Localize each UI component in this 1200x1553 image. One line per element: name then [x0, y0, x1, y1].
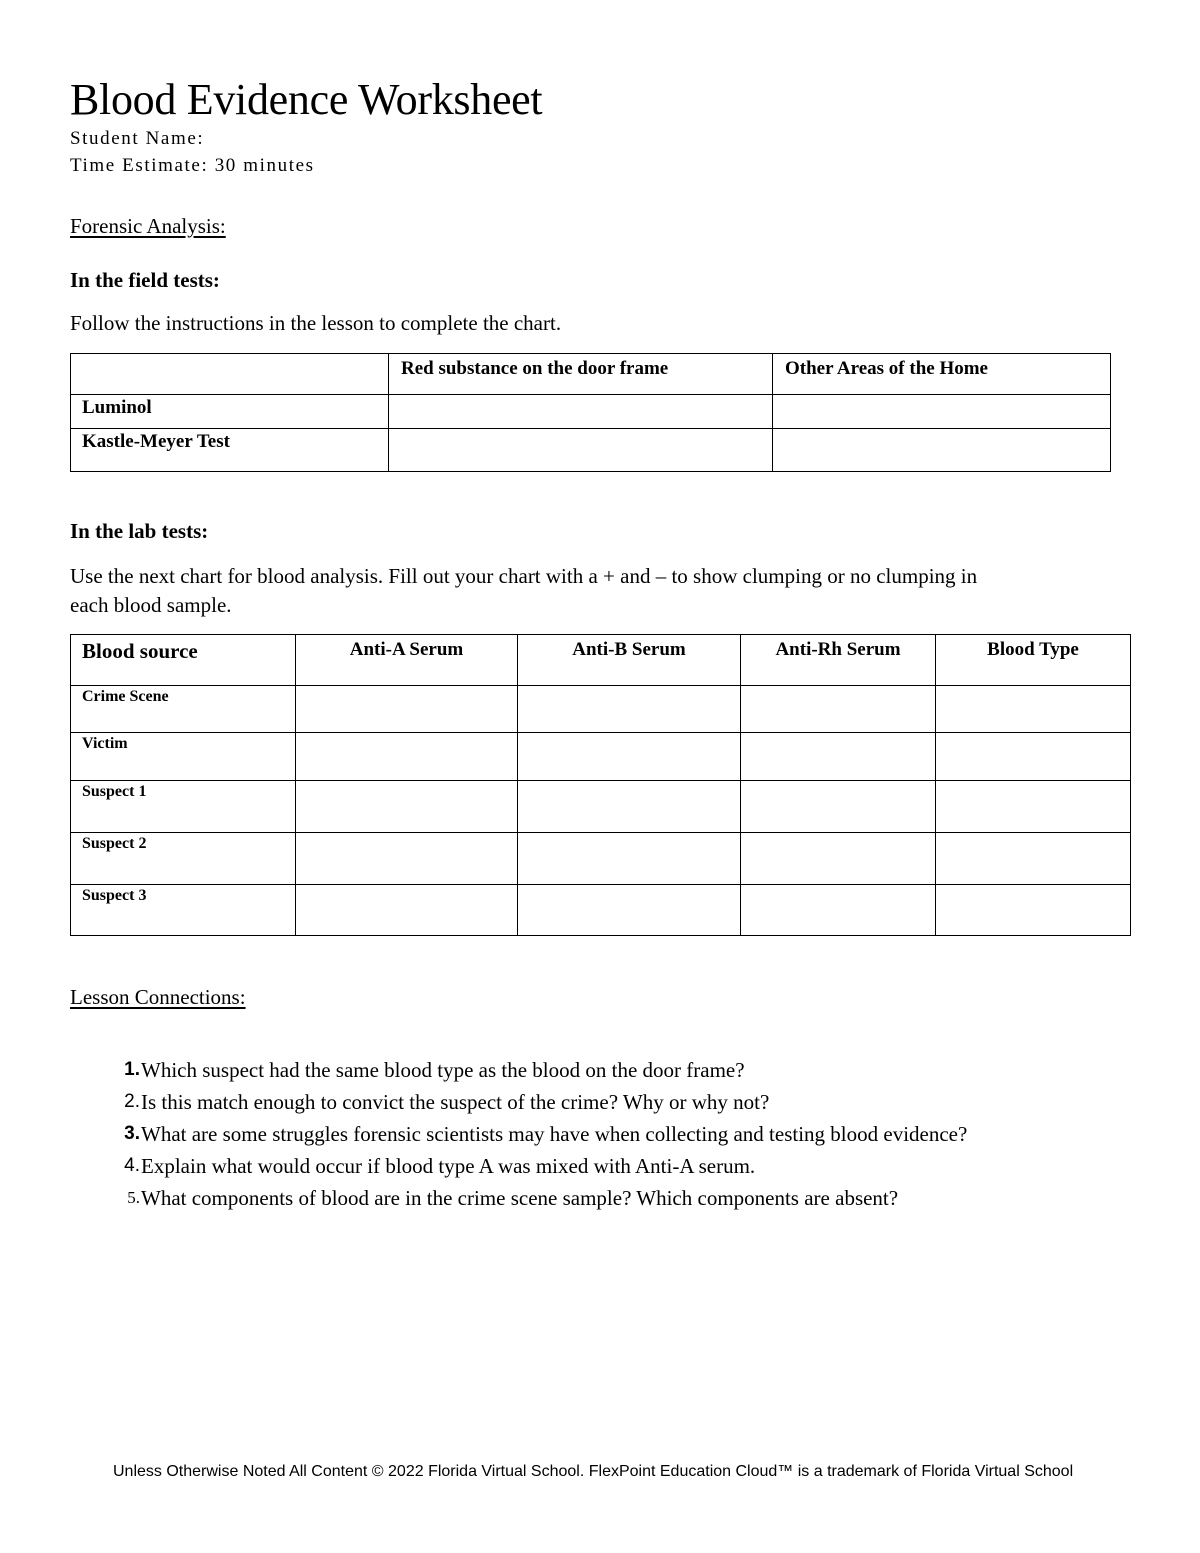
field-table-cell[interactable]: [389, 429, 773, 472]
lab-table-cell[interactable]: [296, 781, 518, 833]
lab-table-row-label: Crime Scene: [71, 686, 296, 733]
field-table-row: [71, 429, 1111, 472]
question-text: Is this match enough to convict the suspect of the crime? Why or why not?: [141, 1090, 770, 1114]
list-item: [100, 1118, 967, 1150]
lab-table-row: [71, 686, 1131, 733]
question-text: Which suspect had the same blood type as the blood on the door frame?: [141, 1058, 745, 1082]
field-tests-heading: In the field tests:: [70, 268, 220, 292]
lab-table-cell[interactable]: [741, 885, 936, 936]
question-text: Explain what would occur if blood type A was mixed with Anti-A serum.: [141, 1154, 756, 1178]
lab-table-header-row: [71, 635, 1131, 686]
list-item: [100, 1150, 967, 1182]
lab-table-cell[interactable]: [936, 781, 1131, 833]
lesson-connections-heading: Lesson Connections:: [70, 985, 246, 1009]
lab-instructions-line2: each blood sample.: [70, 593, 232, 617]
field-table-row-label: Kastle-Meyer Test: [71, 429, 389, 472]
lab-table-header-blood-type: Blood Type: [936, 635, 1131, 686]
lab-table-header-anti-b: Anti-B Serum: [518, 635, 741, 686]
lab-tests-heading: In the lab tests:: [70, 519, 209, 543]
lab-table-header-anti-rh: Anti-Rh Serum: [741, 635, 936, 686]
question-number: 5.: [127, 1188, 140, 1207]
page-title: Blood Evidence Worksheet: [70, 75, 543, 124]
field-table-row: [71, 395, 1111, 429]
field-table-cell[interactable]: [773, 429, 1111, 472]
lab-table-cell[interactable]: [518, 686, 741, 733]
lab-table-row: [71, 733, 1131, 781]
lab-table-cell[interactable]: [741, 686, 936, 733]
list-item: [100, 1182, 967, 1214]
field-table-cell[interactable]: [389, 395, 773, 429]
lab-table-cell[interactable]: [741, 781, 936, 833]
field-table-row-label: Luminol: [71, 395, 389, 429]
lab-table-row: [71, 781, 1131, 833]
field-table-header-door-frame: Red substance on the door frame: [389, 354, 773, 395]
field-instructions: Follow the instructions in the lesson to complete the chart.: [70, 311, 562, 335]
blood-analysis-table: [70, 634, 1131, 936]
lab-table-row: [71, 833, 1131, 885]
lab-table-cell[interactable]: [296, 885, 518, 936]
copyright-footer: Unless Otherwise Noted All Content © 2022 Florida Virtual School. FlexPoint Education Cloud™ is a trademark of Florida Virtual School: [113, 1463, 1074, 1480]
lab-table-cell[interactable]: [936, 686, 1131, 733]
lab-table-row-label: Victim: [71, 733, 296, 781]
list-item: [100, 1054, 967, 1086]
lab-table-cell[interactable]: [296, 733, 518, 781]
question-number: 3.: [124, 1123, 140, 1144]
lab-table-cell[interactable]: [518, 833, 741, 885]
lab-table-row: [71, 885, 1131, 936]
lab-table-cell[interactable]: [296, 833, 518, 885]
lab-table-header-anti-a: Anti-A Serum: [296, 635, 518, 686]
field-table-header-blank: [71, 354, 389, 395]
lab-instructions-line1: Use the next chart for blood analysis. Fill out your chart with a + and – to show clumping or no clumping in: [70, 564, 978, 588]
lab-table-cell[interactable]: [936, 833, 1131, 885]
student-name-label: Student Name:: [70, 128, 205, 149]
lab-table-cell[interactable]: [296, 686, 518, 733]
question-text: What components of blood are in the crime scene sample? Which components are absent?: [141, 1186, 899, 1210]
lab-table-cell[interactable]: [741, 733, 936, 781]
field-table-cell[interactable]: [773, 395, 1111, 429]
question-text: What are some struggles forensic scientists may have when collecting and testing blood evidence?: [141, 1122, 968, 1146]
forensic-analysis-heading: Forensic Analysis:: [70, 214, 226, 238]
list-item: [100, 1086, 967, 1118]
question-number: 4.: [124, 1155, 140, 1176]
question-list: [100, 1054, 967, 1214]
lab-table-cell[interactable]: [936, 733, 1131, 781]
time-estimate: Time Estimate: 30 minutes: [70, 155, 315, 176]
question-number: 1.: [124, 1059, 140, 1080]
lab-table-cell[interactable]: [518, 885, 741, 936]
lab-table-row-label: Suspect 3: [71, 885, 296, 936]
field-table-header-row: [71, 354, 1111, 395]
lab-table-header-blood-source: Blood source: [71, 635, 296, 686]
lab-table-cell[interactable]: [518, 781, 741, 833]
question-number: 2.: [124, 1091, 140, 1112]
lab-table-row-label: Suspect 1: [71, 781, 296, 833]
field-table-header-other-areas: Other Areas of the Home: [773, 354, 1111, 395]
lab-table-cell[interactable]: [741, 833, 936, 885]
lab-table-row-label: Suspect 2: [71, 833, 296, 885]
lab-table-cell[interactable]: [518, 733, 741, 781]
field-tests-table: [70, 353, 1111, 472]
lab-table-cell[interactable]: [936, 885, 1131, 936]
